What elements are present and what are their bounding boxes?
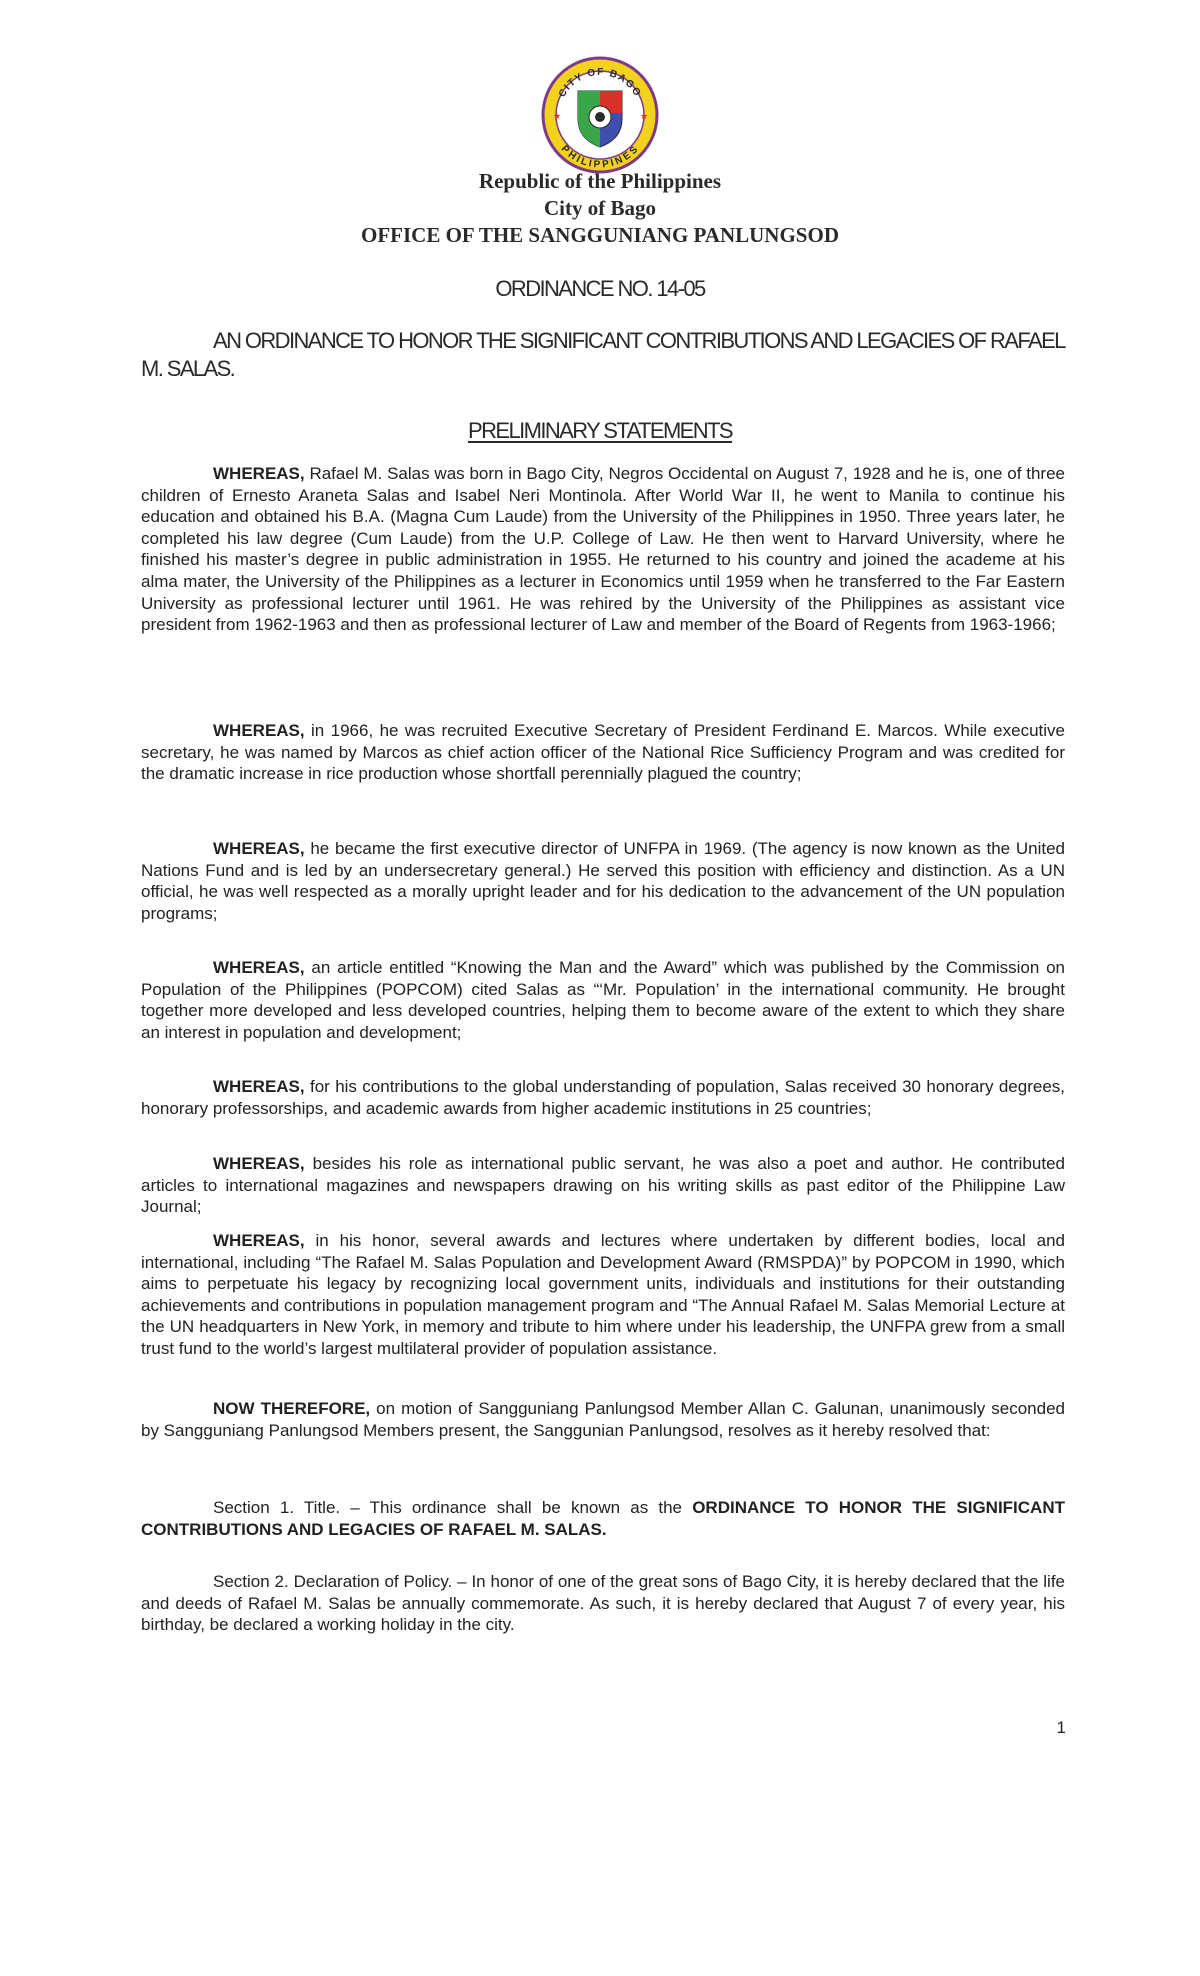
paragraph-lead: WHEREAS, [213,721,305,740]
whereas-paragraph [141,463,1065,636]
section-text: Section 2. Declaration of Policy. – In honor of one of the great sons of Bago City, it is hereby declared that the life and deeds of Rafael M. Salas be annually commemorate. As such, it is hereby declared that August 7 of every year, his birthday, be declared a working holiday in the city. [141,1572,1065,1635]
preliminary-statements-heading: PRELIMINARY STATEMENTS [468,418,732,443]
svg-text:★: ★ [553,112,562,122]
paragraph-lead: WHEREAS, [213,1154,305,1173]
paragraph-text: besides his role as international public servant, he was also a poet and author. He contributed articles to international magazines and newspapers drawing on his writing skills as past editor of the Philippine Law Journal; [141,1154,1065,1217]
whereas-paragraph [141,1230,1065,1360]
paragraph-text: in 1966, he was recruited Executive Secretary of President Ferdinand E. Marcos. While executive secretary, he was named by Marcos as chief action officer of the National Rice Sufficiency Program and was credited for the dramatic increase in rice production whose shortfall perennially plagued the country; [141,721,1065,784]
whereas-paragraph [141,1153,1065,1218]
ordinance-title: AN ORDINANCE TO HONOR THE SIGNIFICANT CONTRIBUTIONS AND LEGACIES OF RAFAEL M. SALAS. [141,328,1064,381]
svg-text:★: ★ [640,112,649,122]
whereas-paragraph [141,720,1065,785]
paragraph-lead: NOW THEREFORE, [213,1399,371,1418]
paragraph-text: Rafael M. Salas was born in Bago City, Negros Occidental on August 7, 1928 and he is, one of three children of Ernesto Araneta Salas and Isabel Neri Montinola. After World War II, he went to Manila to continue his education and obtained his B.A. (Magna Cum Laude) from the University of the Philippines in 1950. Three years later, he completed his law degree (Cum Laude) from the U.P. College of Law. He then went to Harvard University, where he finished his master’s degree in public administration in 1955. He returned to his country and joined the academe at his alma mater, the University of the Philippines as a lecturer in Economics until 1959 when he transferred to the Far Eastern University as professional lecturer until 1961. He was rehired by the University of the Philippines as assistant vice president from 1962-1963 and then as professional lecturer of Law and member of the Board of Regents from 1963-1966; [141,464,1065,635]
now-therefore-paragraph [141,1398,1065,1441]
header-republic: Republic of the Philippines [478,169,722,193]
paragraph-lead: WHEREAS, [213,1077,305,1096]
paragraph-text: on motion of Sangguniang Panlungsod Member Allan C. Galunan, unanimously seconded by Sangguniang Panlungsod Members present, the Sanggunian Panlungsod, resolves as it hereby resolved that: [141,1399,1065,1440]
paragraph-text: in his honor, several awards and lectures where undertaken by different bodies, local and international, including “The Rafael M. Salas Population and Development Award (RMSPDA)” by POPCOM in 1990, which aims to perpetuate his legacy by recognizing local government units, individuals and institutions for their outstanding achievements and contributions in population management program and “The Annual Rafael M. Salas Memorial Lecture at the UN headquarters in New York, in memory and tribute to him where under his leadership, the UNFPA grew from a small trust fund to the world’s largest multilateral provider of population assistance. [141,1231,1065,1358]
section-1-title [141,1497,1065,1540]
paragraph-lead: WHEREAS, [213,464,305,483]
paragraph-lead: WHEREAS, [213,839,305,858]
seal-ring-text-bottom: PHILIPPINES [558,143,642,171]
paragraph-lead: WHEREAS, [213,958,305,977]
section-2-declaration [141,1571,1065,1636]
paragraph-text: he became the first executive director of UNFPA in 1969. (The agency is now known as the United Nations Fund and is led by an undersecretary general.) He served this position with efficiency and distinction. As a UN official, he was well respected as a morally upright leader and for his dedication to the advancement of the UN population programs; [141,839,1065,923]
header-office: OFFICE OF THE SANGGUNIANG PANLUNGSOD [361,223,839,247]
city-of-bago-seal [540,55,660,175]
paragraph-text: an article entitled “Knowing the Man and the Award” which was published by the Commission on Population of the Philippines (POPCOM) cited Salas as “‘Mr. Population’ in the international community. He brought together more developed and less developed countries, helping them to become aware of the extent to which they share an interest in population and development; [141,958,1065,1042]
whereas-paragraph [141,1076,1065,1119]
paragraph-lead: WHEREAS, [213,1231,305,1250]
section-bold-text: ORDINANCE TO HONOR THE SIGNIFICANT CONTRIBUTIONS AND LEGACIES OF RAFAEL M. SALAS. [141,1498,1065,1539]
seal-ring-text-top: CITY OF BAGO [556,66,644,100]
header-city: City of Bago [544,196,656,220]
section-text: Section 1. Title. – This ordinance shall be known as the [213,1498,693,1517]
ordinance-number: ORDINANCE NO. 14-05 [495,276,705,301]
whereas-paragraph [141,838,1065,924]
paragraph-text: for his contributions to the global understanding of population, Salas received 30 honorary degrees, honorary professorships, and academic awards from higher academic institutions in 25 countries; [141,1077,1065,1118]
whereas-paragraph [141,957,1065,1043]
page-number: 1 [1056,1718,1066,1737]
